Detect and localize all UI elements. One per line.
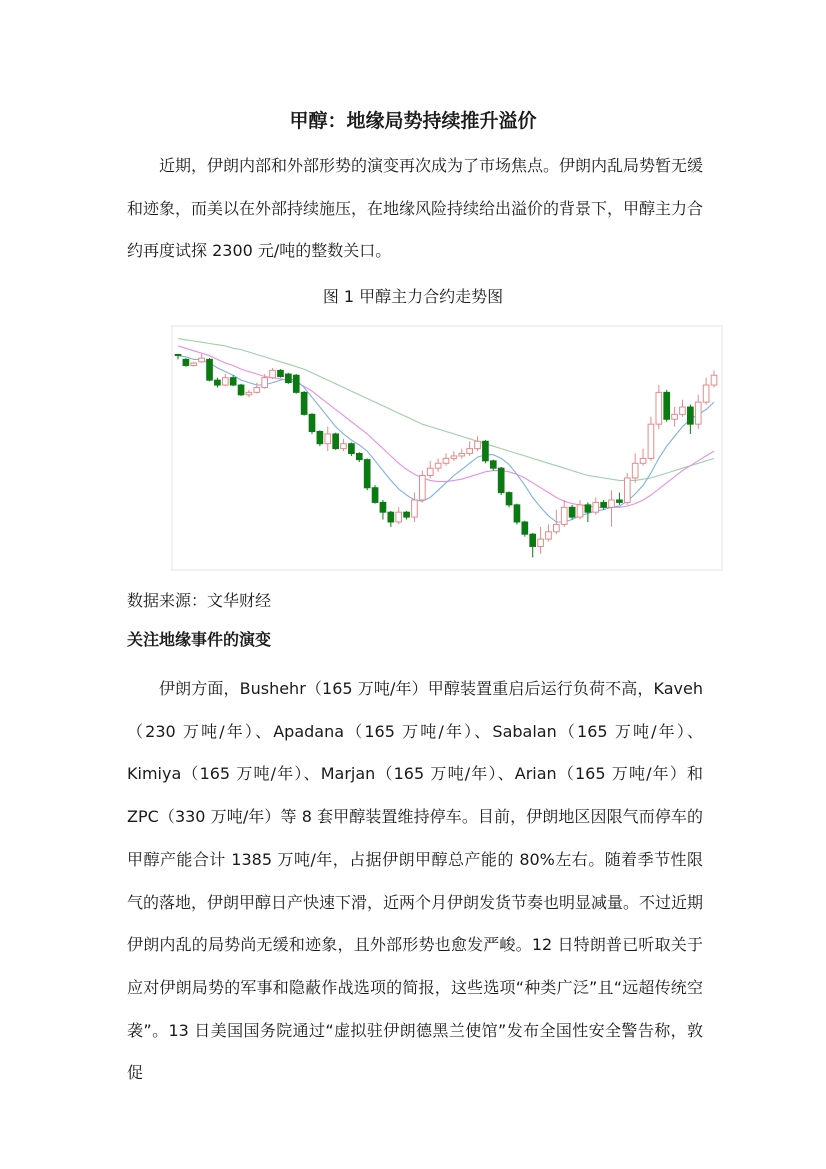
candle-body-down — [183, 359, 189, 365]
candle — [238, 384, 244, 396]
candle-body-up — [254, 387, 260, 392]
candle — [317, 430, 323, 446]
candle-body-up — [711, 375, 717, 385]
candle-body-up — [695, 402, 701, 424]
candle-body-up — [632, 463, 638, 478]
candle-body-down — [530, 534, 536, 546]
candle-body-down — [664, 392, 670, 419]
candle-body-up — [451, 456, 457, 458]
candle-body-down — [317, 431, 323, 443]
candle-body-up — [703, 385, 709, 402]
candle-body-down — [514, 505, 520, 522]
candle-body-up — [270, 370, 276, 377]
candle-body-up — [624, 478, 630, 502]
body-paragraph: 伊朗方面，Bushehr（165 万吨/年）甲醇装置重启后运行负荷不高，Kaveh（230 万吨/年）、Apadana（165 万吨/年）、Sabalan（165 万吨/年）、Kimiya（165 万吨/年）、Marjan（165 万吨/年）、Arian（165 万吨/年）和 ZPC（330 万吨/年）等 8 套甲醇装置维持停车。目前，伊朗地区因限气而停车的甲醇产能合计 1385 万吨/年，占据伊朗甲醇总产能的 80%左右。随着季节性限气的落地，伊朗甲醇日产快速下滑，近两个月伊朗发货节奏也明显减量。不过近期伊朗内乱的局势尚无缓和迹象，且外部形势也愈发严峻。12 日特朗普已听取关于应对伊朗局势的军事和隐蔽作战选项的简报，这些选项“种类广泛”且“远超传统空袭”。13 日美国国务院通过“虚拟驻伊朗德黑兰使馆”发布全国性安全警告称，敦促 — [127, 679, 704, 1083]
candle-body-up — [191, 363, 197, 365]
candle-body-down — [364, 460, 370, 488]
candle-body-up — [538, 539, 544, 546]
chart-svg — [158, 318, 736, 574]
candle-body-up — [341, 444, 347, 449]
candle — [183, 358, 189, 367]
candle-body-up — [648, 424, 654, 458]
candle-body-up — [561, 507, 567, 524]
candle-body-up — [246, 392, 252, 394]
candle-body-down — [388, 512, 394, 522]
candle-body-up — [443, 458, 449, 463]
candle-body-up — [546, 532, 552, 539]
candle — [309, 413, 315, 434]
candle-body-up — [680, 407, 686, 414]
candle-body-up — [459, 454, 465, 456]
candle-body-down — [286, 374, 292, 383]
candle-body-up — [412, 500, 418, 517]
candle-body-down — [293, 375, 299, 392]
candle-body-down — [372, 488, 378, 503]
candle-body-down — [617, 500, 623, 502]
candle-body-up — [262, 378, 268, 388]
candle — [569, 505, 575, 520]
candle-body-down — [215, 380, 221, 385]
candle — [191, 362, 197, 367]
candle-body-down — [522, 522, 528, 534]
candlestick-chart — [158, 318, 736, 574]
candle — [522, 521, 528, 537]
candle-body-down — [207, 359, 213, 380]
candle-body-down — [490, 461, 496, 468]
candle-body-up — [640, 458, 646, 463]
candle — [301, 391, 307, 415]
section-heading: 关注地缘事件的演变 — [127, 630, 272, 649]
candle-body-up — [199, 358, 205, 362]
candle — [420, 471, 426, 503]
candle-body-down — [333, 434, 339, 449]
candle-body-down — [404, 512, 410, 517]
candle-body-up — [222, 378, 228, 385]
candle-body-down — [175, 354, 181, 355]
candle — [364, 458, 370, 490]
candle — [664, 390, 670, 422]
candle — [349, 442, 355, 455]
candle — [278, 369, 284, 378]
candle-body-up — [672, 414, 678, 419]
candle-body-up — [577, 505, 583, 517]
candle-body-down — [309, 414, 315, 431]
candle — [372, 485, 378, 503]
candle — [207, 358, 213, 381]
candle-body-up — [420, 476, 426, 500]
candle-body-down — [301, 392, 307, 414]
candle-body-down — [688, 407, 694, 424]
candle-body-up — [609, 500, 615, 507]
candle-body-down — [278, 370, 284, 376]
figure-caption: 图 1 甲醇主力合约走势图 — [322, 287, 504, 306]
candle-body-down — [569, 507, 575, 517]
candle-body-down — [483, 441, 489, 461]
candle-body-down — [238, 385, 244, 395]
candle-body-down — [380, 502, 386, 512]
candle — [506, 491, 512, 507]
candle-body-down — [230, 378, 236, 385]
intro-paragraph: 近期，伊朗内部和外部形势的演变再次成为了市场焦点。伊朗内乱局势暂无缓和迹象，而美以在外部持续施压，在地缘风险持续给出溢价的背景下，甲醇主力合约再度试探 2300 元/吨的整数关口。 — [127, 156, 704, 261]
candle-body-up — [325, 434, 331, 444]
candle-body-up — [656, 392, 662, 424]
candle-body-down — [349, 444, 355, 454]
candle-body-up — [467, 449, 473, 454]
candle — [333, 433, 339, 450]
data-source: 数据来源：文华财经 — [127, 591, 272, 610]
candle-body-up — [427, 468, 433, 475]
candle-body-up — [593, 502, 599, 512]
document-title: 甲醇：地缘局势持续推升溢价 — [289, 110, 537, 132]
candle — [624, 473, 630, 505]
candle-body-up — [396, 512, 402, 522]
candle-body-up — [435, 463, 441, 468]
candle-body-up — [554, 524, 560, 531]
candle — [286, 373, 292, 384]
candle — [514, 504, 520, 525]
candle — [483, 440, 489, 463]
candle — [293, 374, 299, 394]
candle — [498, 467, 504, 495]
candle-body-down — [356, 454, 362, 460]
candle-body-down — [601, 502, 607, 507]
candle-body-down — [498, 468, 504, 492]
candle-body-up — [475, 441, 481, 448]
candle-body-down — [506, 493, 512, 505]
candle-body-down — [585, 505, 591, 512]
